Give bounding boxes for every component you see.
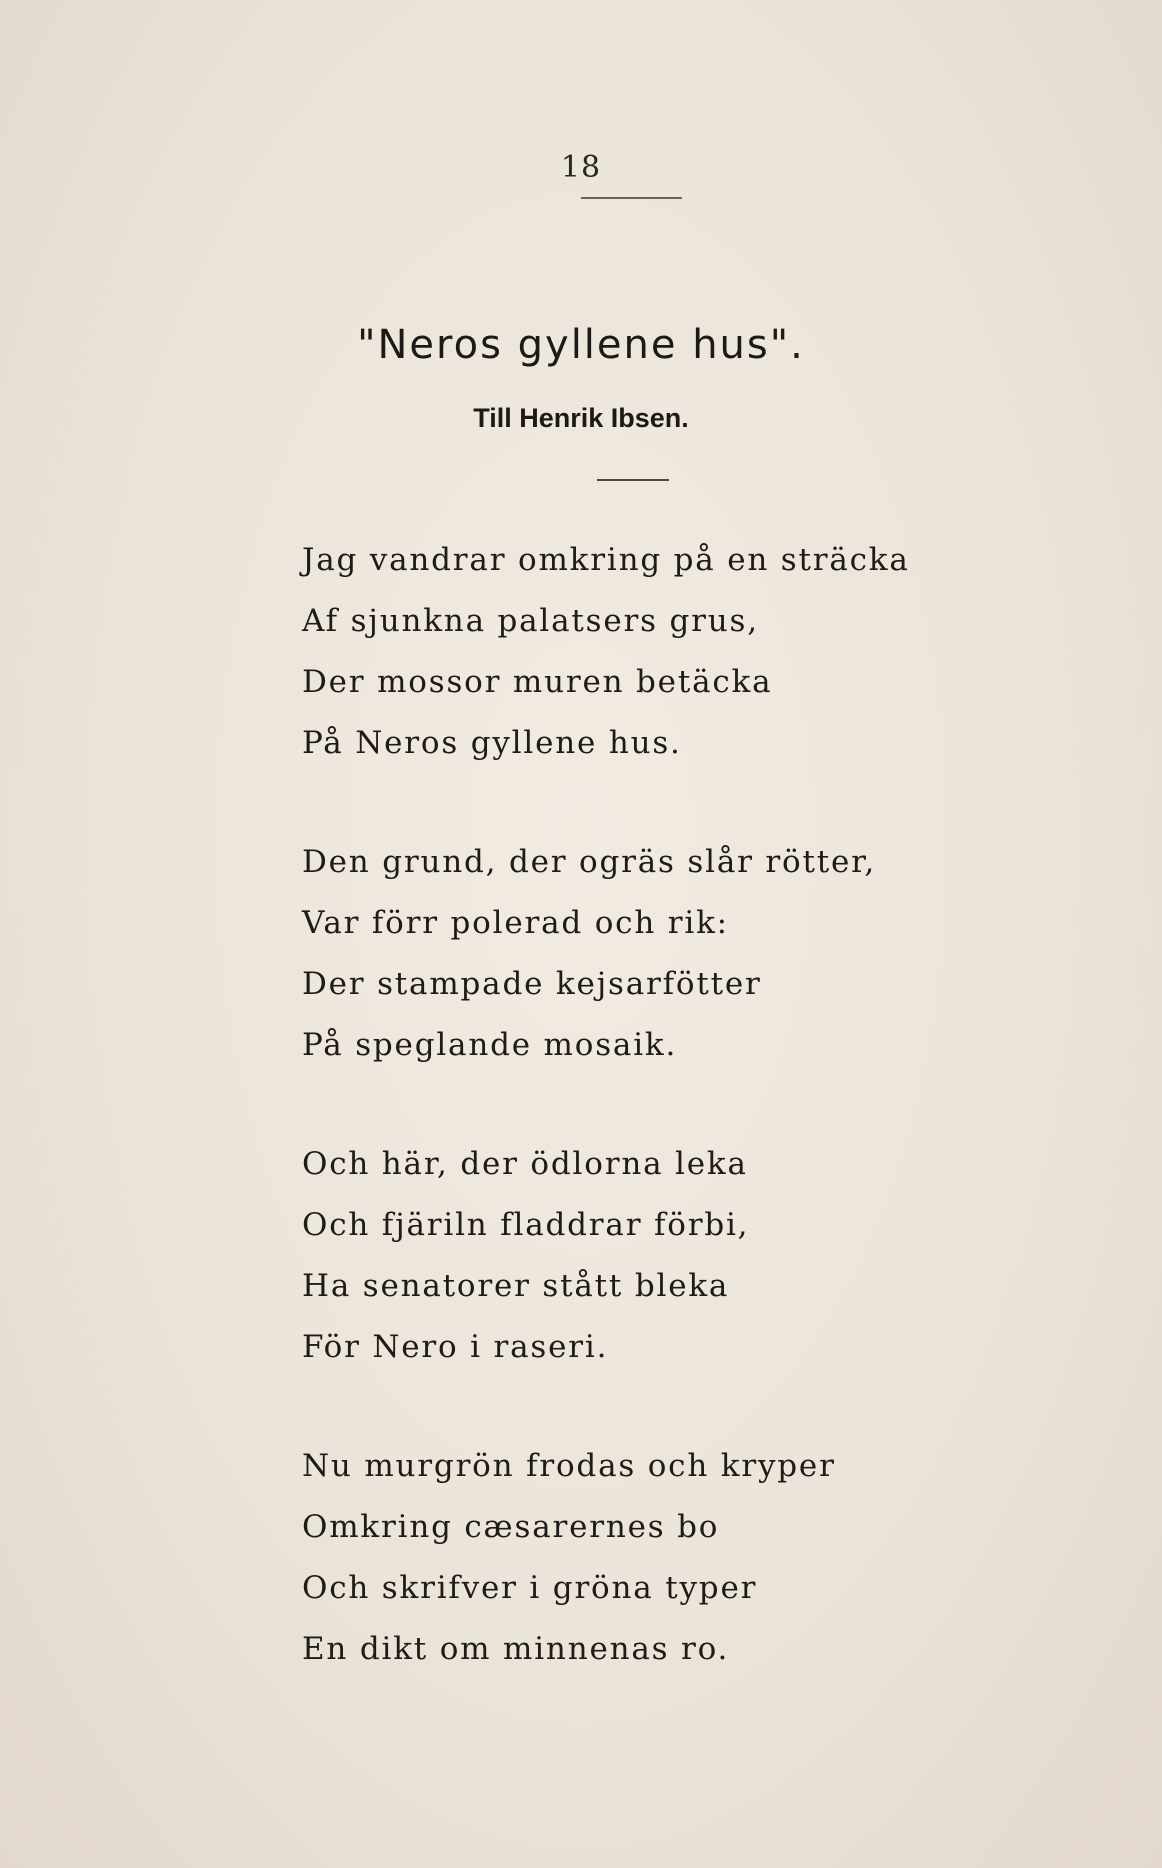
poem-line: Nu murgrön frodas och kryper (302, 1448, 836, 1484)
title-rule (597, 479, 669, 481)
poem-line: På speglande mosaik. (302, 1027, 678, 1063)
poem-title: "Neros gyllene hus". (357, 322, 805, 368)
poem-line: Der mossor muren betäcka (302, 664, 773, 700)
poem-line: Den grund, der ogräs slår rötter, (302, 844, 876, 880)
header-rule (581, 197, 682, 199)
stanza-1 (302, 530, 1002, 774)
poem-dedication: Till Henrik Ibsen. (473, 403, 689, 433)
stanza-3 (302, 1134, 1002, 1378)
poem-line: Och fjäriln fladdrar förbi, (302, 1207, 750, 1243)
poem-body (302, 530, 1002, 1738)
poem-line: Var förr polerad och rik: (302, 905, 729, 941)
poem-line: Der stampade kejsarfötter (302, 966, 762, 1002)
poem-line: För Nero i raseri. (302, 1329, 609, 1365)
poem-line: Jag vandrar omkring på en sträcka (302, 542, 910, 578)
poem-line: Af sjunkna palatsers grus, (302, 603, 759, 639)
poem-line: En dikt om minnenas ro. (302, 1631, 730, 1667)
page-number: 18 (560, 150, 602, 185)
stanza-2 (302, 832, 1002, 1076)
poem-line: Ha senatorer stått bleka (302, 1268, 730, 1304)
stanza-4 (302, 1436, 1002, 1680)
poem-line: Omkring cæsarernes bo (302, 1509, 720, 1545)
poem-line: På Neros gyllene hus. (302, 725, 682, 761)
poem-line: Och skrifver i gröna typer (302, 1570, 758, 1606)
poem-line: Och här, der ödlorna leka (302, 1146, 748, 1182)
